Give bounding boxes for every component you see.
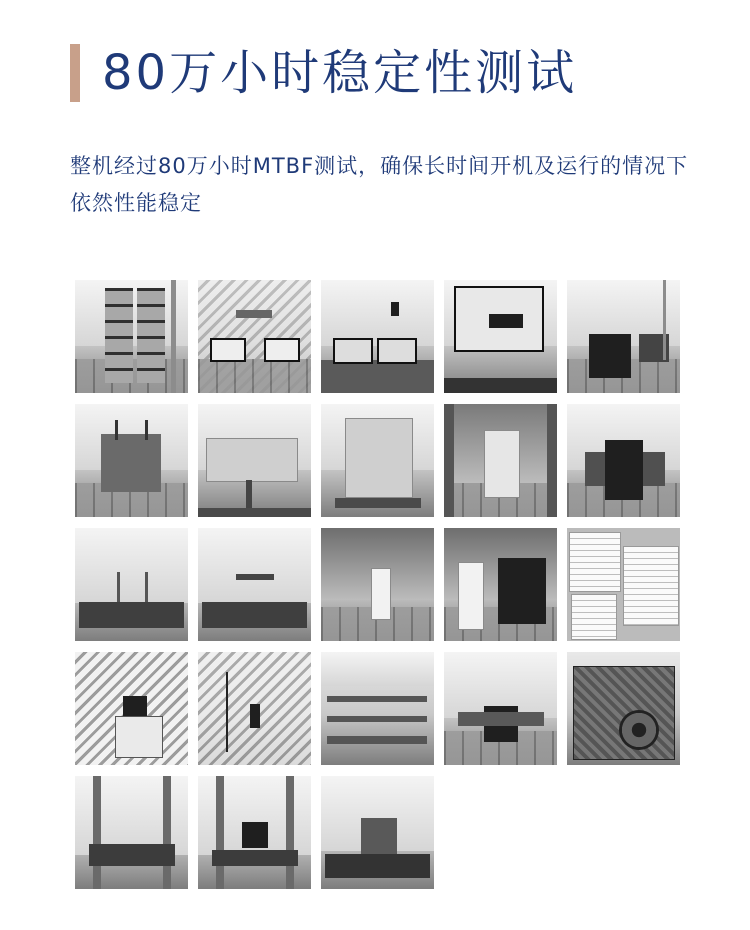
photo-monitor-display-closeup: [444, 280, 557, 393]
photo-compression-tester-b: [198, 776, 311, 889]
photo-anechoic-chamber-mic: [198, 652, 311, 765]
photo-motherboard-internals: [567, 652, 680, 765]
photo-vibration-clamp-unit: [567, 404, 680, 517]
photo-vibration-platform-empty: [75, 528, 188, 641]
photo-test-report-sheets: [567, 528, 680, 641]
photo-compression-tester-a: [75, 776, 188, 889]
photo-thermal-chamber-two-units: [444, 528, 557, 641]
page-title: 80万小时稳定性测试: [102, 45, 578, 101]
photo-carton-drop-test: [321, 404, 434, 517]
photo-monitor-test-bench: [321, 280, 434, 393]
photo-emc-test-chamber: [198, 280, 311, 393]
photo-vibration-platform-mount: [198, 528, 311, 641]
photo-anechoic-chamber-stand: [75, 652, 188, 765]
photo-vibration-fixture: [75, 404, 188, 517]
title-accent-bar: [70, 44, 80, 102]
photo-shaker-table-box: [567, 280, 680, 393]
photo-vibration-unit-closeup: [444, 652, 557, 765]
photo-server-rack-room: [75, 280, 188, 393]
photo-thermal-chamber-box: [444, 404, 557, 517]
photo-vibration-fixture-front: [321, 776, 434, 889]
page-subtitle: 整机经过80万小时MTBF测试，确保长时间开机及运行的情况下依然性能稳定: [70, 154, 689, 215]
photo-carton-on-stand: [198, 404, 311, 517]
photo-thermal-chamber-unit: [321, 528, 434, 641]
photo-production-lab: [321, 652, 434, 765]
